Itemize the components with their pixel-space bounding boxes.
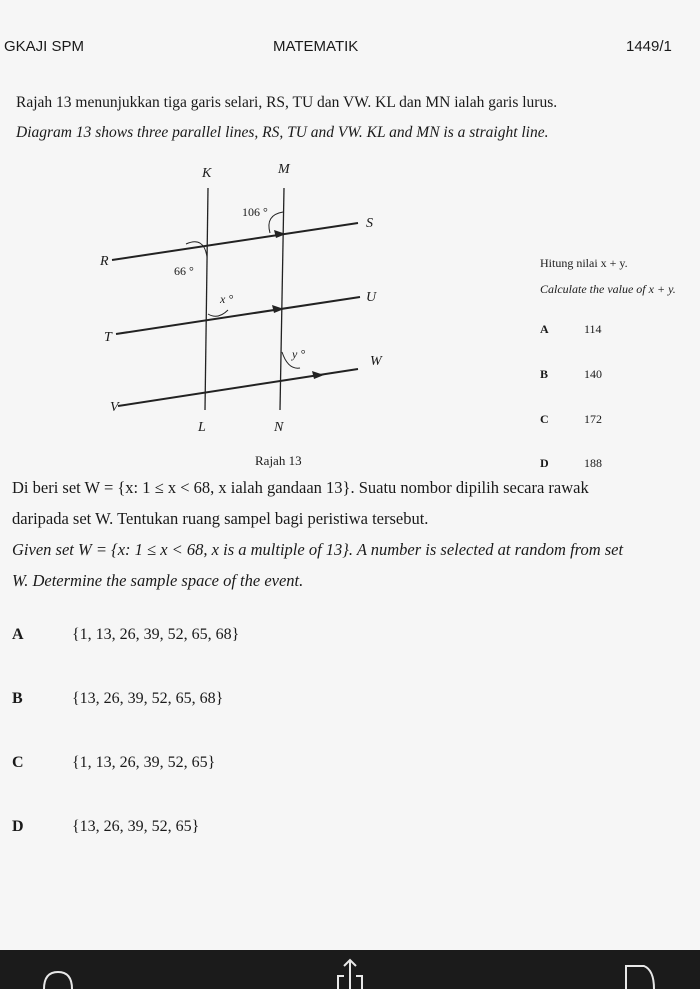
- label-l: L: [198, 420, 206, 435]
- question1-text-english: Diagram 13 shows three parallel lines, RS, TU and VW. KL and MN is a straight line.: [16, 124, 549, 141]
- arrow-vw: [312, 371, 324, 379]
- angle-x: x °: [220, 292, 234, 306]
- angle-106: 106 °: [242, 205, 268, 219]
- label-s: S: [366, 216, 373, 231]
- label-t: T: [104, 330, 112, 345]
- diagram-13: [90, 160, 410, 440]
- line-rs: [112, 223, 358, 260]
- q1-option-d-letter: D: [540, 456, 549, 470]
- q1-option-b-letter: B: [540, 367, 549, 381]
- question1-text-malay: Rajah 13 menunjukkan tiga garis selari, RS, TU dan VW. KL dan MN ialah garis lurus.: [16, 94, 558, 111]
- arrow-rs: [274, 230, 286, 238]
- label-u: U: [366, 290, 377, 305]
- line-mn: [280, 188, 284, 410]
- header-code: 1449/1: [626, 38, 672, 55]
- question2-text-malay-2: daripada set W. Tentukan ruang sampel bagi peristiwa tersebut.: [12, 509, 429, 528]
- bottom-toolbar: [0, 950, 700, 989]
- angle-66: 66 °: [174, 264, 194, 278]
- question2-text-malay-1: Di beri set W = {x: 1 ≤ x < 68, x ialah gandaan 13}. Suatu nombor dipilih secara rawak: [12, 478, 589, 497]
- label-r: R: [100, 254, 109, 269]
- search-icon[interactable]: [40, 964, 76, 989]
- share-icon[interactable]: [334, 958, 366, 989]
- label-m: M: [278, 162, 290, 177]
- q2-option-a-letter: A: [12, 626, 24, 643]
- q1-option-c-value: 172: [584, 412, 602, 426]
- header-subject: MATEMATIK: [273, 38, 359, 55]
- q2-option-d-value: {13, 26, 39, 52, 65}: [72, 818, 200, 835]
- label-n: N: [274, 420, 284, 435]
- q2-option-c-value: {1, 13, 26, 39, 52, 65}: [72, 754, 216, 771]
- arc-x: [208, 310, 228, 316]
- question2-text-english-1: Given set W = {x: 1 ≤ x < 68, x is a multiple of 13}. A number is selected at random from set: [12, 540, 624, 559]
- q2-option-b-letter: B: [12, 690, 23, 707]
- diagram-caption: Rajah 13: [255, 453, 302, 468]
- label-k: K: [202, 166, 212, 181]
- q1-option-b-value: 140: [584, 367, 602, 381]
- label-v: V: [110, 400, 119, 415]
- header-left: GKAJI SPM: [4, 38, 85, 55]
- line-tu: [116, 297, 360, 334]
- q1-option-c-letter: C: [540, 412, 549, 426]
- q2-option-c-letter: C: [12, 754, 24, 771]
- q2-option-d-letter: D: [12, 818, 24, 835]
- q1-option-d-value: 188: [584, 456, 602, 470]
- q1-option-a-letter: A: [540, 322, 549, 336]
- diagram-lines: [90, 160, 410, 440]
- bookmark-icon[interactable]: [620, 962, 660, 989]
- angle-y: y °: [292, 347, 306, 361]
- arc-106: [269, 212, 283, 233]
- question1-prompt-malay: Hitung nilai x + y.: [540, 256, 628, 270]
- question1-prompt-english: Calculate the value of x + y.: [540, 282, 676, 296]
- q1-option-a-value: 114: [584, 322, 602, 336]
- q2-option-b-value: {13, 26, 39, 52, 65, 68}: [72, 690, 224, 707]
- line-kl: [205, 188, 208, 410]
- question2-text-english-2: W. Determine the sample space of the event.: [12, 571, 304, 590]
- label-w: W: [370, 354, 382, 369]
- q2-option-a-value: {1, 13, 26, 39, 52, 65, 68}: [72, 626, 240, 643]
